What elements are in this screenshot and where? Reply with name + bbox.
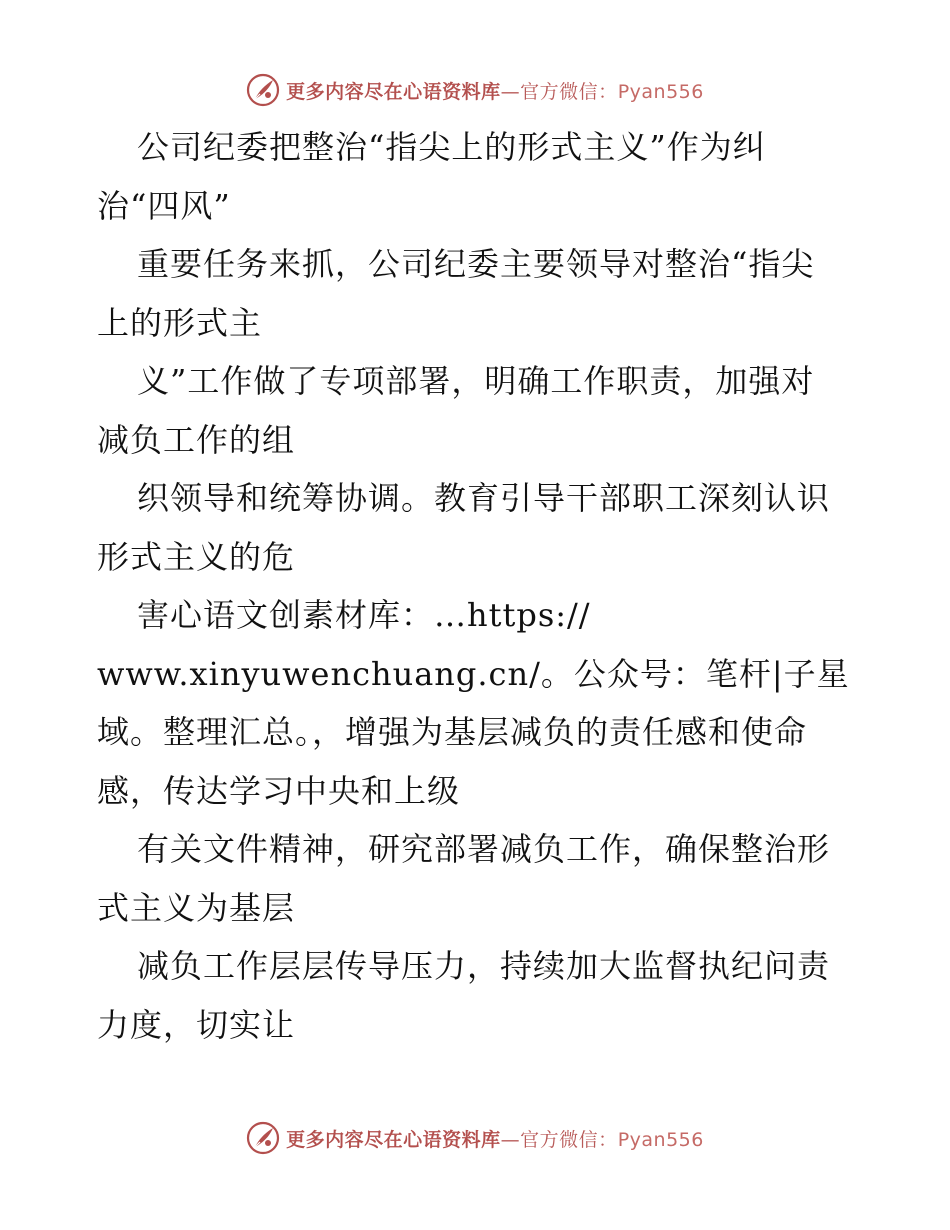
body-line: 有关文件精神，研究部署减负工作，确保整治形 xyxy=(137,830,831,868)
footer-contact-label: 官方微信： xyxy=(520,1128,618,1151)
header-banner-text xyxy=(286,77,704,104)
body-line: 重要任务来抓，公司纪委主要领导对整治“指尖 xyxy=(137,245,815,283)
body-line: 上的形式主 xyxy=(97,303,263,342)
body-line: 减负工作层层传导压力，持续加大监督执纪问责 xyxy=(137,947,831,985)
quill-pen-logo-icon xyxy=(246,73,280,107)
header-banner xyxy=(0,70,950,110)
body-line: 义”工作做了专项部署，明确工作职责，加强对 xyxy=(137,362,815,400)
body-line: 力度，切实让 xyxy=(97,1005,296,1044)
body-line: 减负工作的组 xyxy=(97,420,296,459)
body-line: 织领导和统筹协调。教育引导干部职工深刻认识 xyxy=(137,479,831,517)
document-body xyxy=(97,118,857,1054)
body-line: 域。整理汇总。，增强为基层减负的责任感和使命 xyxy=(97,713,808,751)
header-brand-text: 更多内容尽在心语资料库 xyxy=(286,80,501,103)
footer-separator: — xyxy=(500,1128,521,1151)
quill-pen-logo-icon xyxy=(246,1121,280,1155)
header-contact-label: 官方微信： xyxy=(520,80,618,103)
body-line: 形式主义的危 xyxy=(97,537,296,576)
body-line: 害心语文创素材库：…https:// xyxy=(137,596,591,634)
header-banner-inner xyxy=(246,73,704,107)
header-separator: — xyxy=(500,80,521,103)
body-line: 式主义为基层 xyxy=(97,888,296,927)
body-line: 治“四风” xyxy=(97,186,231,225)
body-line: www.xinyuwenchuang.cn/。公众号：笔杆|子星 xyxy=(97,654,850,693)
body-line: 公司纪委把整治“指尖上的形式主义”作为纠 xyxy=(137,128,766,166)
footer-banner-text xyxy=(286,1125,704,1152)
footer-banner-inner xyxy=(246,1121,704,1155)
footer-banner xyxy=(0,1118,950,1158)
footer-contact-handle: Pyan556 xyxy=(617,1128,704,1151)
header-contact-handle: Pyan556 xyxy=(617,80,704,103)
footer-brand-text: 更多内容尽在心语资料库 xyxy=(286,1128,501,1151)
body-line: 感，传达学习中央和上级 xyxy=(97,771,461,810)
